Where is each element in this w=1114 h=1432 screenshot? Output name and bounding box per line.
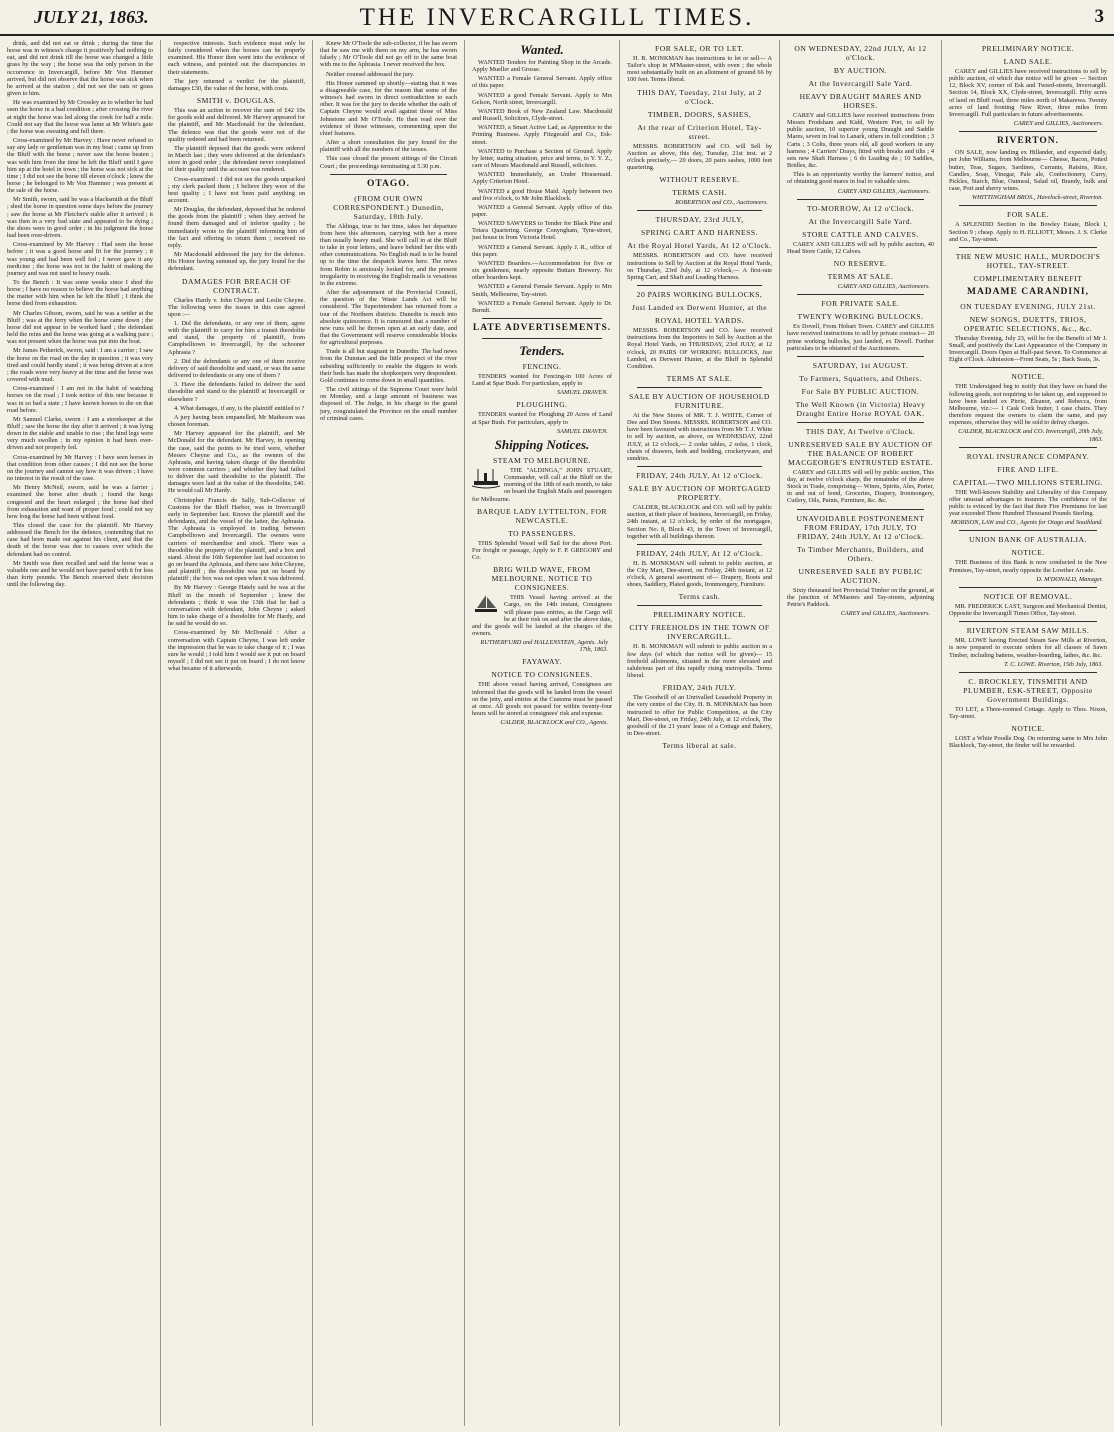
classified-ad: The Goodwill of an Unrivalled Leasehold Property in the very centre of the City. H. B. MONKMAN has been instructed to offer for Public Competition, at the City Mart, Dee-street, on Friday, 24th July, at 12 o'clock, The goodwill of the 21 years' lease of a Cottage and Bakery, in Dee-street.: [627, 694, 772, 738]
ad-heading: SATURDAY, 1st AUGUST.: [812, 360, 909, 370]
classified-ad: Sixty thousand feet Provincial Timber on the ground, at the junction of M'Masters and Tay-streets, adjoining Petrie's Paddock.: [787, 586, 934, 608]
divider: [637, 544, 762, 545]
classified-ad: This is an opportunity worthy the farmers' notice, and of obtaining good mares in foal to valuable sires.: [787, 171, 934, 186]
article-paragraph: Knew Mr O'Toole the sub-collector, if he has sworn that he saw me with them on my arm, he has sworn falsely ; Mr O'Toole did not go off to the same boat with me to the Aphrasia. I never received the box.: [320, 40, 457, 69]
column-7: [942, 40, 1114, 1426]
article-paragraph: Christopher Francis de Sally, Sub-Collector of Customs for the Bluff Harbor, was in Invercargill early in September last. Knows the plaintiff and the defendants, and the vessel of the latter, the Aphrasia. The Aphrasia is employed in trading between Campbelltown and Invercargill. The owners were carriers of merchandise and stock. There was a theodolite the property of the plaintiff, and a box and stand. About the 16th September last had occasion to go on board the Aphrasia, and there saw John Cheyne, and plaintiff ; the theodolite was put on board by plaintiff ; the box was not open when it was delivered.: [168, 496, 305, 583]
classified-ad: MR. LOWE having Erected Steam Saw Mills at Riverton, is now prepared to execute orders for all classes of Sawn Timber, including battens, weather-boarding, lathes, &c. &c.: [949, 637, 1107, 659]
masthead: [0, 0, 1114, 36]
ad-heading: FRIDAY, 24th JULY, At 12 o'Clock.: [636, 548, 763, 558]
ad-signature: CAREY and GILLIES, Auctioneers.: [1013, 120, 1103, 128]
article-paragraph: drink, and did not eat or drink ; during the time the horse was in witness's charge it positively had nothing to eat, and did not drink till the horse was changed a little grass by the way ; the horse was the only person in the occurrence in Invercargill, before Mr Von Hammer arrived, but did not observe that the horse was sick when he arrived at the station ; did not see the oats or grass given to him.: [7, 40, 153, 98]
ad-signature: T. C. LOWE. Riverton, 15th July, 1863.: [1004, 660, 1103, 668]
divider: [959, 205, 1097, 206]
ad-heading: COMPLIMENTARY BENEFIT: [973, 273, 1083, 283]
article-paragraph: Cross-examined by Mr Harvey : Have never refused to say any lady or gentleman was in my boat ; came up from the Bluff with the horse ; never saw the horse beaten ; was with him from the time he left the Bluff until I gave him up at the hotel in town ; the horse was not sick at the time ; I did not see the horse till eleven o'clock ; knew the horse ; he belonged to Mr Von Hammer ; was present at the sale of the horse.: [7, 137, 153, 195]
article-paragraph: 4. What damages, if any, is the plaintiff entitled to ?: [174, 404, 305, 412]
classified-ad: TENDERS wanted for Ploughing 20 Acres of Land at Spar Bush. For particulars, apply to: [472, 411, 612, 426]
ad-signature: CALDER, BLACKLOCK and CO., Agents.: [500, 719, 608, 727]
classified-ad: WANTED a General Servant. Apply office of this paper.: [472, 203, 612, 218]
article-paragraph: Mr Smith was then recalled and said the horse was a valuable one and he would not have parted with it for less than forty pounds. The Bench reserved their decision until the following day.: [7, 559, 153, 589]
article-paragraph: The plaintiff deposed that the goods were ordered in March last ; they were delivered at the defendant's store in good order ; the defendant never complained of their quality until the account was rendered.: [168, 144, 305, 174]
ad-heading: MADAME CARANDINI,: [966, 286, 1090, 297]
article-paragraph: Mr Smith, sworn, said he was a blacksmith at the Bluff ; shod the horse in question some days before the journey ; saw the horse at Mr Fletcher's stable after it arrived ; it was then in a very bad state and appeared to be dying ; the shoes were in good order ; in his judgment the horse had been over-driven.: [7, 196, 153, 240]
article-paragraph: After a short consultation the jury found for the plaintiff with all the numbers of the issues.: [320, 139, 457, 154]
ad-heading: For Sale BY PUBLIC AUCTION.: [801, 386, 920, 396]
divider: [959, 247, 1097, 248]
article-paragraph: He was examined by Mr Crossley as to whether he had seen the horse in a bad condition ; after crossing the river at night the horse was led along the creek for half a mile. Could not say that the horse was lame at Mr White's gate ; the horse was sweating and fell there.: [7, 99, 153, 135]
classified-ad: THE above vessel having arrived, Consignees are informed that the goods will be landed from the vessel on the jetty, and entries at the Customs must be passed at once. All goods not passed for within twenty-four hours will be stored at consignees' risk and expense.: [472, 681, 612, 718]
classified-ad: WANTED a Female General Servant. Apply office of this paper.: [472, 75, 612, 90]
ad-heading: PLOUGHING.: [516, 400, 568, 410]
ad-heading: STEAM TO MELBOURNE.: [492, 455, 592, 465]
classified-ad: H. B. MONKMAN will submit to public auction in a few days (of which due notice will be given)— 15 freehold allotments, situated in the more elevated and salubrious part of this rapidly rising metropolis. Terms liberal.: [627, 643, 772, 680]
divider: [637, 387, 762, 388]
ad-heading: BY AUCTION.: [833, 66, 888, 75]
ad-heading: SPRING CART AND HARNESS.: [641, 228, 758, 238]
divider: [797, 509, 924, 510]
article-paragraph: 1. Did the defendants, or any one of them, agree with the plaintiff to carry for him a transit theodolite and stand, the property of plaintiff, from Campbelltown to Invercargill, by the schooner Aphrasia ?: [168, 320, 305, 356]
divider: [482, 318, 602, 319]
section-heading: SMITH v. DOUGLAS.: [196, 96, 277, 106]
page-number: 3: [1094, 6, 1104, 27]
article-paragraph: The civil sittings of the Supreme Court were held on Monday, and a large amount of business was disposed of. The Judge, in his charge to the grand jury, congratulated the Province on the small number of criminal cases.: [320, 386, 457, 422]
ad-heading: CAPITAL—TWO MILLIONS STERLING.: [952, 477, 1103, 487]
classified-ad: THE Undersigned beg to notify that they have on hand the following goods, not requiring to be taken up, and supposed to have been landed ex Pirrie, Eleanor, and Rebecca, from Melbourne, viz.:— 1 Cask Cork butter, 1 case chairs. They therefore request the owners to claim the same, and pay expenses, otherwise they will be sold to defray charges.: [949, 383, 1107, 427]
ad-heading: TERMS CASH.: [672, 188, 727, 198]
classified-ad: THIS Splendid Vessel will Sail for the above Port. For freight or passage, Apply to F. P. GREGORY and Co.: [472, 539, 612, 562]
ad-heading: SALE BY AUCTION OF HOUSEHOLD FURNITURE.: [629, 391, 770, 410]
article-paragraph: Mr Samuel Clarke, sworn : I am a storekeeper at the Bluff ; saw the horse the day after it arrived ; it was lying down in the stable and unable to rise ; the hind legs were very much swollen ; in my opinion it had been over-driven and not properly fed.: [7, 415, 153, 452]
classified-ad: TO LET, a Three-roomed Cottage. Apply to Thos. Nixon, Tay-street.: [949, 705, 1107, 721]
column-5: [620, 40, 780, 1426]
ad-heading: 20 PAIRS WORKING BULLOCKS,: [636, 290, 763, 300]
classified-ad: WANTED a Female General Servant. Apply to Dr. Berndt.: [472, 299, 612, 314]
divider: [959, 367, 1097, 368]
issue-date: JULY 21, 1863.: [34, 7, 149, 27]
article-paragraph: 2. Did the defendants or any one of them receive delivery of said theodolite and stand, or was the same delivered to defendants or any one of them ?: [168, 357, 305, 380]
article-paragraph: The Aldinga, true to her time, takes her departure from here this afternoon, carrying with her a more than usually heavy mail. She will call in at the Bluff to take in your letters, and leave behind her this with other communications. No English mail is to be found up to the time the despatch leaves here. The news from Robin is anxiously looked for, and the present irregularity in receiving the English mails is vexatious in the extreme.: [320, 222, 457, 287]
article-paragraph: Cross-examined by Mr Harvey : Had seen the horse before ; it was a good horse and fit for the journey ; it was young and had been well fed ; I never gave it any medicine ; the horse was not in the habit of making the journey and was not used to heavy roads.: [7, 241, 153, 277]
article-paragraph: By Mr Harvey : George Hately said he was at the Bluff in the month of September ; knew the defendants ; think it was the 13th that he had a conversation with defendant, John Cheyne ; asked him to take charge of a theodolite for Mr Hardy, and he said he would do so.: [168, 584, 305, 628]
classified-ad: Ex Dovell, From Hobart Town. CAREY and GILLIES have received instructions to sell by private contract— 20 prime working bullocks, just landed, ex Dovell. Further particulars to be obtained of the Auctioneers.: [787, 323, 934, 352]
ad-heading: THE NEW MUSIC HALL, MURDOCH'S HOTEL, TAY-STREET.: [955, 251, 1101, 270]
article-paragraph: This closed the case for the plaintiff. Mr Harvey addressed the Bench for the defence, contending that no case had been made out against his client, and that the death of the horse was due to causes over which the defendant had no control.: [7, 522, 153, 558]
ad-heading: TO PASSENGERS.: [508, 528, 576, 538]
divider: [482, 338, 602, 339]
ad-subheading: ON TUESDAY EVENING, JULY 21st.: [960, 301, 1096, 311]
ad-heading: THURSDAY, 23rd JULY,: [655, 215, 744, 225]
ad-heading: BRIG WILD WAVE, FROM MELBOURNE. NOTICE TO CONSIGNEES.: [491, 565, 593, 593]
classified-ad: CAREY and GILLIES have received instructions to sell by public auction, of which due notice will be given — Section 12, Block XV, corner of Esk and Tweed-streets, Invercargill. Section 14, Block XX, Clyde-street, Invercargill. Fifty acres of land on Bluff road, three miles north of Makarewa. Twenty acres of land fronting New River, three miles from Invercargill. Full particulars in future advertisements.: [949, 68, 1107, 118]
divider: [959, 587, 1097, 588]
ad-heading: The Well Known (in Victoria) Heavy Draught Entire Horse ROYAL OAK.: [795, 399, 926, 418]
ad-heading: UNRESERVED SALE BY AUCTION OF THE BALANCE OF ROBERT MACGEORGE'S ENTRUSTED ESTATE.: [788, 439, 933, 467]
divider: [637, 210, 762, 211]
divider: [797, 199, 924, 200]
classified-ad: WANTED to Purchase a Section of Ground. Apply by letter, stating situation, price and terms, to Y. Y. Z., care of Messrs Macdonald and Russell, solicitors.: [472, 147, 612, 170]
dateline: (FROM OUR OWN CORRESPONDENT.) Dunedin, Saturday, 18th July.: [333, 193, 444, 221]
ad-signature: CAREY AND GILLIES, Auctioneers.: [837, 187, 930, 195]
ad-heading: WITHOUT RESERVE.: [659, 175, 740, 185]
divider: [637, 466, 762, 467]
divider: [959, 447, 1097, 448]
divider: [330, 174, 447, 175]
ad-heading: NOTICE.: [1011, 548, 1045, 558]
ad-heading: UNRESERVED SALE BY PUBLIC AUCTION.: [798, 566, 923, 585]
ad-subheading: To Farmers, Squatters, and Others.: [799, 373, 922, 383]
ad-heading: TO-MORROW, At 12 o'Clock.: [807, 203, 914, 213]
ad-signature: WHITTINGHAM BROS., Havelock-street, Riverton.: [971, 194, 1103, 202]
classified-ad: WANTED Book of New Zealand Law. Macdonald and Russell, Solicitors, Clyde-street.: [472, 107, 612, 123]
ad-signature: SAMUEL DRAVEN.: [557, 427, 608, 435]
ad-heading: NOTICE.: [1011, 724, 1045, 734]
classified-ad: ON SALE, now landing ex Hillander, and expected daily, per John Williams, from Melbourne— Cheese, Bacon, Potted butter, Teas, Sugars, Sardines, Currants, Raisins, Rice, Candles, Soap, Vinegar, Pale ale, Confectionery, Curry, Pickles, Starch, Blue, Oatmeal, Salad oil, Brandy, bulk and case, Port and sherry wines.: [949, 149, 1107, 193]
column-6: [780, 40, 942, 1426]
ad-subheading: At the rear of Criterion Hotel, Tay-street.: [637, 122, 762, 141]
ad-heading: Terms liberal at sale.: [662, 741, 737, 751]
ad-heading: FAYAWAY.: [522, 657, 562, 667]
ad-heading: FRIDAY, 24th JULY.: [662, 683, 737, 693]
classified-ad: CAREY AND GILLIES will sell by public auction, 40 Head Store Cattle, 12 Calves.: [787, 240, 934, 255]
newspaper-title: THE INVERCARGILL TIMES.: [359, 4, 755, 31]
ad-heading: UNION BANK OF AUSTRALIA.: [969, 535, 1087, 545]
ad-signature: CAREY AND GILLIES, Auctioneers.: [837, 283, 930, 291]
sailing-ship-icon: [472, 594, 500, 616]
classified-ad: A SPLENDID Section in the Bowley Estate, Block I, Section 9 ; cheap. Apply to H. ELLIOTT, Messrs. J. S. Clerke and Co., Tay-street.: [949, 221, 1107, 243]
divider: [797, 356, 924, 357]
divider: [637, 605, 762, 606]
ad-heading: SALE BY AUCTION OF MORTGAGED PROPERTY.: [628, 484, 771, 503]
ad-heading: FOR SALE.: [1006, 210, 1050, 220]
classified-ad: At the New Stores of MR. T. J. WHITE, Corner of Dee and Don Streets. MESSRS. ROBERTSON and CO. have been favoured with instructions from Mr T. J. White to sell by auction, as above, on WEDNESDAY, 22nd JULY, at 12 o'clock,— 2 cedar tables, 2 sofas, 1 clock, chests of drawers, beds and bedding, crockeryware, and sundries.: [627, 411, 772, 462]
article-paragraph: respective interests. Such evidence must only be fairly considered when the horses can be properly examined. His Honor then went into the evidence of each witness, and pointed out the discrepancies in their statements.: [168, 40, 305, 76]
steamship-icon: [472, 467, 500, 489]
ad-heading: TERMS AT SALE.: [827, 272, 894, 282]
article-paragraph: Mr Macdonald addressed the jury for the defence. His Honor having summed up, the jury found for the defendant.: [168, 251, 305, 273]
classified-ad: [472, 467, 612, 503]
section-heading: OTAGO.: [366, 178, 411, 189]
ad-heading: CITY FREEHOLDS IN THE TOWN OF INVERCARGILL.: [629, 623, 770, 642]
article-paragraph: Charles Hardy v. John Cheyne and Leslie Cheyne. The following were the issues in this case agreed upon :—: [168, 296, 305, 318]
ad-subheading: Just Landed ex Derwent Hunter, at the: [631, 303, 768, 313]
article-paragraph: Cross-examined by Mr Harvey : I have seen horses in that condition from other causes ; I did not see the horse on the journey and cannot say how it was driven ; I have no interest in the result of the case.: [7, 453, 153, 483]
article-paragraph: The jury returned a verdict for the plaintiff, damages £30, the value of the horse, with costs.: [168, 77, 305, 92]
classified-ad: WANTED a General Female Servant. Apply to Mrs Smith, Melbourne, Tay-street.: [472, 283, 612, 298]
classified-ad: H. B. MONKMAN will submit to public auction, at the City Mart, Dee-street, on Friday, 24th instant, at 12 o'clock, A general assortment of— Drapery, Boots and shoes, Saddlery, Plated goods, Ironmongery, Furniture.: [627, 559, 772, 589]
article-paragraph: Mr Harvey appeared for the plaintiff, and Mr McDonald for the defendant. Mr Harvey, in opening the case, said the points to be tried were, whether Messrs Cheyne and Co., as the owners of the Aphrasia, and having taken charge of the theodolite were common carriers ; and whether they had failed to deliver the said theodolite to the plaintiff. The damages were laid at the value of the theodolite, £40. He would call Mr Hardy.: [168, 430, 305, 495]
ad-heading: PRELIMINARY NOTICE.: [981, 44, 1075, 53]
divider: [797, 422, 924, 423]
ad-subheading: At the Invercargill Sale Yard.: [808, 216, 913, 226]
ad-heading: ROYAL HOTEL YARDS.: [655, 316, 744, 326]
article-paragraph: After the adjournment of the Provincial Council, the question of the Waste Lands Act will be considered. The Superintendent has returned from a tour of the Northern districts. Dunedin is much into absolute quiescence. It is rumoured that a number of new runs will be thrown open at an early date, and that the Government will reserve considerable blocks for agricultural purposes.: [320, 289, 457, 347]
article-paragraph: His Honor summed up shortly—stating that it was a disagreeable case, for the reason that some of the witness's had sworn in direct contradiction to each other. It was for the jury to decide whether the oath of Captain Cheyne would avail against those of Miss Johnstone and Mr O'Toole. He then read over the evidence of those witnesses, commenting upon the chief features.: [320, 79, 457, 137]
ad-heading: Terms cash.: [678, 592, 721, 602]
article-paragraph: To the Bench : It was some weeks since I shod the horse ; I have no reason to believe the horse had anything the matter with him when he left the Bluff ; I think the horse died from exhaustion.: [7, 279, 153, 308]
classified-ad: WANTED Tenders for Painting Shop in the Arcade. Apply Mueller and Grosse.: [472, 59, 612, 74]
classified-ad: THE Well-known Stability and Liberality of this Company offer unusual advantages to insurers. The confidence of the public is evinced by the fact that their Fire Premiums for last year exceeded Three Hundred Thousand Pounds Sterling.: [949, 488, 1107, 518]
ad-text: THE "ALDINGA," JOHN STUART, Commander, will call at the Bluff on the morning of the 18th of each month, to take on board the English Mails and passengers for Melbourne.: [472, 466, 612, 503]
classified-ad: MR. FREDERICK LAST, Surgeon and Mechanical Dentist, Opposite the Invercargill Times Office, Tay-street.: [949, 602, 1107, 618]
article-paragraph: Mr Charles Gibson, sworn, said he was a settler at the Bluff ; was at the ferry when the horse came down ; the horse did not appear to be worked hard ; the defendant held the reins and the horse was going at a walking pace ; was not present when the horse was put into the boat.: [7, 309, 153, 346]
column-2: [161, 40, 313, 1426]
article-paragraph: Mr Douglas, the defendant, deposed that he ordered the goods from the plaintiff ; when they arrived he found them damaged and of inferior quality ; he immediately wrote to the plaintiff informing him of the fact and offering to return them ; received no reply.: [168, 206, 305, 249]
classified-ad: [472, 594, 612, 637]
ad-heading: NOTICE.: [1011, 372, 1045, 382]
classified-ad: MESSRS. ROBERTSON and CO. have received instructions to Sell by Auction at the Royal Hotel Yards, on Thursday, 23rd July, at 12 o'clock,— A first-rate Spring Cart, and Shaft and Leading Harness.: [627, 252, 772, 281]
divider: [959, 131, 1097, 132]
ad-signature: RUTHERFURD and HALLENSTEIN, Agents. July 17th, 1863.: [480, 639, 608, 654]
ad-heading: ROYAL INSURANCE COMPANY.: [966, 451, 1090, 461]
classified-ad: WANTED a good Female Servant. Apply to Mrs Gelson, North street, Invercargill.: [472, 91, 612, 106]
column-3: [313, 40, 465, 1426]
classified-ad: CALDER, BLACKLOCK and CO. will sell by public auction, at their place of business, Invercargill, on Friday, 24th instant, at 12 o'clock, by order of the mortgagee, Section No. 8, Block 43, in the Town of Invercargill, together with all buildings thereon.: [627, 504, 772, 540]
ad-heading: FENCING.: [522, 362, 562, 371]
ad-heading: THIS DAY, Tuesday, 21st July, at 2 o'Clock.: [637, 87, 762, 106]
article-paragraph: Neither counsel addressed the jury.: [326, 70, 415, 78]
classified-ad: MESSRS. ROBERTSON and CO. have received instructions from the Importers to Sell by Auction at the Royal Hotel Yards, on THURSDAY, 23rd JULY, at 12 o'clock, 20 PAIRS OF WORKING BULLOCKS, Just Landed, ex Derwent Hunter, at the Bluff in Splendid Condition.: [627, 327, 772, 370]
ad-heading: FOR SALE, OR TO LET.: [655, 44, 744, 53]
ad-heading: NO RESERVE.: [833, 259, 888, 269]
classified-ad: LOST a White Poodle Dog. On returning same to Mrs John Blacklock, Tay-street, the finder will be rewarded.: [949, 735, 1107, 750]
ad-heading: STORE CATTLE AND CALVES.: [802, 229, 919, 239]
ad-signature: CAREY and GILLIES, Auctioneers.: [840, 610, 930, 618]
article-paragraph: Cross-examined : I am not in the habit of watching horses on the road ; I took notice of this one because it was in so bad a state ; I have known horses to die on that road before.: [7, 385, 153, 414]
divider: [959, 530, 1097, 531]
ad-signature: D. M'DONALD, Manager.: [1036, 575, 1103, 583]
column-1: [0, 40, 161, 1426]
article-paragraph: This was an action to recover the sum of £42 10s for goods sold and delivered. Mr Harvey appeared for the plaintiff, and Mr Macdonald for the defendant. The defence was that the goods were not of the quality ordered and had been returned.: [168, 107, 305, 143]
ad-heading: C. BROCKLEY, TINSMITH AND PLUMBER, ESK-STREET, Opposite Government Buildings.: [963, 676, 1093, 704]
article-paragraph: A jury having been empanelled, Mr Matheson was chosen foreman.: [168, 413, 305, 429]
ad-heading: BARQUE LADY LYTTELTON, FOR NEWCASTLE.: [476, 506, 608, 525]
ad-heading: LAND SALE.: [1003, 57, 1053, 66]
ad-heading: FOR PRIVATE SALE.: [821, 299, 900, 309]
ad-subheading: To Timber Merchants, Builders, and Others.: [797, 544, 924, 563]
classified-ad: H. B. MONKMAN has instructions to let or sell— A Tailor's shop in M'Master-street, with oven ; the whole most substantially built on an allotment of ground 66 by 100 feet. Terms liberal.: [627, 55, 772, 84]
article-paragraph: This case closed the present sittings of the Circuit Court ; the proceedings terminating at 5.30 p.m.: [320, 155, 457, 170]
ad-heading: FIRE AND LIFE.: [997, 464, 1059, 474]
classified-ad: TENDERS wanted for Fencing-in 100 Acres of Land at Spar Bush. For particulars, apply to: [472, 373, 612, 388]
classified-ad: THE Business of this Bank is now conducted in the New Premises, Tay-street, nearly opposite the Lowther Arcade.: [949, 559, 1107, 574]
ad-heading: NOTICE TO CONSIGNEES.: [491, 670, 593, 680]
ad-heading: RIVERTON STEAM SAW MILLS.: [966, 626, 1090, 636]
ad-signature: ROBERTSON and CO., Auctioneers.: [675, 199, 768, 207]
ad-heading: THIS DAY, At Twelve o'Clock.: [805, 426, 916, 436]
classified-ad: WANTED a good House Maid. Apply between two and five o'clock, to Mr John Blacklock.: [472, 187, 612, 202]
section-heading: Wanted.: [520, 42, 564, 57]
classified-ad: WANTED Immediately, an Under Housemaid. Apply Criterion Hotel.: [472, 171, 612, 186]
ad-heading: UNAVOIDABLE POSTPONEMENT FROM FRIDAY, 17th JULY, TO FRIDAY, 24th JULY, At 12 o'Clock.: [796, 513, 925, 541]
ad-heading: FRIDAY, 24th JULY, At 12 o'Clock.: [636, 471, 763, 481]
divider: [637, 285, 762, 286]
classified-ad: WANTED Boarders.—Accommodation for five or six gentlemen, nearly opposite Buttars Brewery. No other boarders kept.: [472, 259, 612, 282]
ad-text: THIS Vessel having arrived at the Cargo, on the 14th instant, Consignees will please pass entries, as the Cargo will be at their risk on and after the above date, and the goods will be landed at the charges of the owners.: [472, 594, 612, 637]
classified-ad: MESSRS. ROBERTSON and CO. will Sell by Auction as above, this day, Tuesday, 21st inst. at 2 o'clock precisely,— 20 doors, 20 pairs sashes, 1000 feet quartering.: [627, 142, 772, 172]
section-heading: LATE ADVERTISEMENTS.: [472, 323, 612, 333]
column-4: [465, 40, 620, 1426]
divider: [959, 672, 1097, 673]
classified-ad: CAREY and GILLIES have received instructions from Messrs Frodsham and Kidd, Western Port, to sell by public auction, 10 superior young Draught and Saddle Mares, seven in foal to Lanark, others in full condition ; 3 Carts ; 3 Colts, three years old, all good workers in any harness ; 4 Carriers' Drays, fitted with breaks and tilts ; 4 sets new Shaft Harness ; 6 do Leading do ; 10 Saddles, Bridles, &c.: [787, 112, 934, 170]
ad-subheading: At the Royal Hotel Yards, At 12 o'Clock.: [627, 241, 772, 251]
article-paragraph: Trade is all but stagnant in Dunedin. The bad news from the Dunstan and the little prospect of the river subsiding sufficiently to enable the diggers to work their beds has made the shopkeepers very despondent. Gold continues to come down in small quantities.: [320, 348, 457, 384]
ad-signature: CALDER, BLACKLOCK and CO. Invercargill, 20th July, 1863.: [958, 428, 1103, 443]
article-paragraph: Cross-examined by Mr McDonald : After a conversation with Captain Cheyne, I was left under the impression that he was to take charge of it ; I was sure he would ; I told him I would see it put on board myself ; I did not see it put on board ; I do not know what became of it afterwards.: [168, 629, 305, 673]
ad-subheading: NEW SONGS, DUETTS, TRIOS, OPERATIC SELECTIONS, &c., &c.: [963, 314, 1093, 333]
classified-ad: CAREY and GILLIES will sell by public auction, This day, at twelve o'clock sharp, the remainder of the above Stock in Trade, comprising— Wines, Spirits, Ales, Porter, in and out of bond, Groceries, Drapery, Ironmongery, Cutlery, Oils, Paints, Furniture, &c. &c.: [787, 468, 934, 505]
ad-signature: MORISON, LAW and CO., Agents for Otago and Southland.: [950, 519, 1103, 527]
section-heading: Tenders.: [519, 343, 565, 358]
divider: [959, 621, 1097, 622]
ad-heading: TWENTY WORKING BULLOCKS.: [797, 312, 924, 322]
ad-heading: TERMS AT SALE.: [666, 373, 733, 383]
section-heading: DAMAGES FOR BREACH OF CONTRACT.: [181, 276, 292, 295]
classified-ad: Thursday Evening, July 23, will be for the Benefit of Mr J. Small, and positively the Last Appearance of the Company in Invercargill. Doors Open at Half-past Seven. To Commence at Eight o'Clock. Admission—Front Seats, 5s ; Back Seats, 3s.: [949, 334, 1107, 364]
article-paragraph: Mr Henry McNeil, sworn, said he was a farrier ; examined the horse after death ; found the lungs congested and the heart enlarged ; the horse had died from exhaustion and want of proper food ; could not say how long the horse had been without food.: [7, 484, 153, 520]
ad-heading: ON WEDNESDAY, 22nd JULY, At 12 o'Clock.: [794, 44, 927, 62]
article-paragraph: 3. Have the defendants failed to deliver the said theodolite and stand to the plaintiff at Invercargill or elsewhere ?: [168, 381, 305, 403]
ad-heading: HEAVY DRAUGHT MARES AND HORSES.: [799, 92, 922, 110]
divider: [797, 294, 924, 295]
ad-heading: NOTICE OF REMOVAL.: [983, 591, 1073, 601]
ad-signature: SAMUEL DRAVEN.: [557, 389, 608, 397]
article-paragraph: Cross-examined : I did not see the goods unpacked ; my clerk packed them ; I believe they were of the best quality ; I have not been paid anything on account.: [168, 175, 305, 204]
ad-heading: RIVERTON.: [996, 136, 1060, 147]
article-paragraph: Mr James Petherick, sworn, said : I am a carrier ; I saw the horse on the road on the day in question ; it was very tired and could hardly stand ; it was being driven at a trot ; the roads were very heavy at the time and the horse was covered with mud.: [7, 347, 153, 384]
classified-ad: WANTED, a Smart Active Lad, as Apprentice to the Printing Business. Apply Fitzgerald and Co., Esk-street.: [472, 124, 612, 146]
ad-heading: PRELIMINARY NOTICE.: [653, 610, 746, 620]
section-heading: Shipping Notices.: [494, 436, 590, 452]
ad-heading: TIMBER, DOORS, SASHES,: [647, 109, 752, 119]
classified-ad: WANTED a General Servant. Apply J. R., office of this paper.: [472, 243, 612, 258]
ad-subheading: At the Invercargill Sale Yard.: [808, 79, 913, 88]
classified-ad: WANTED SAWYERS to Tender for Black Pine and Totara Quartering. George Conyngham, Tyne-street, just house in from Victoria Hotel.: [472, 220, 612, 242]
